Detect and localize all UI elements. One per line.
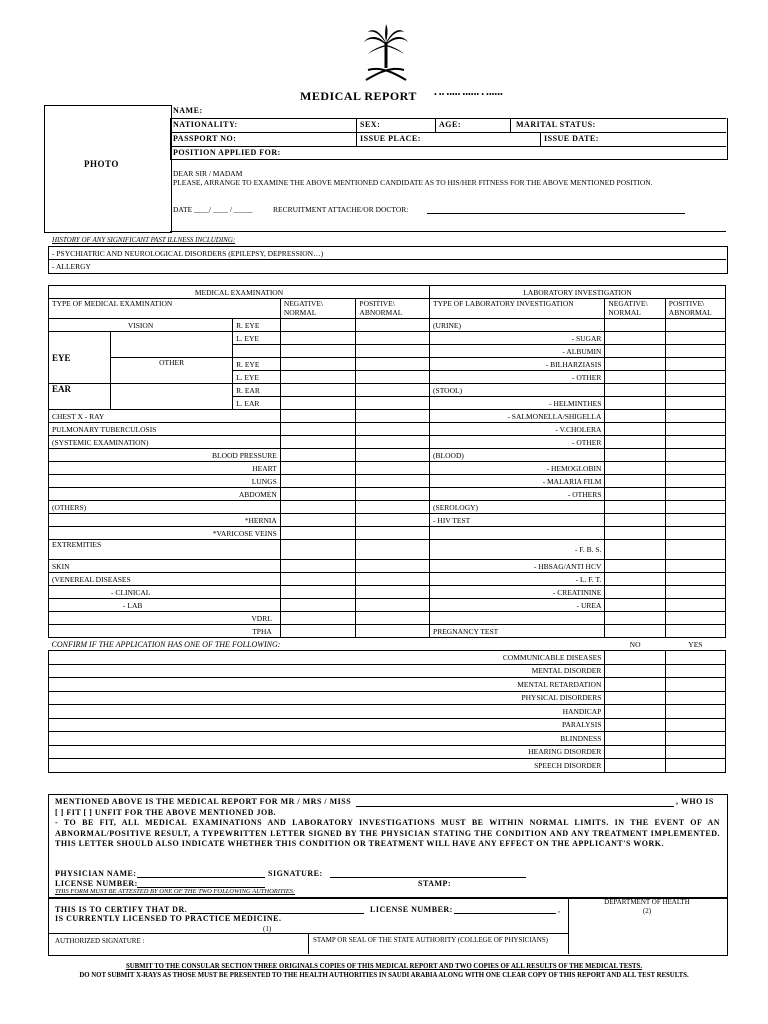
cell[interactable] <box>665 732 725 746</box>
cell[interactable] <box>356 436 430 449</box>
cell[interactable] <box>665 586 725 599</box>
cell[interactable] <box>605 573 665 586</box>
col-lab-type: TYPE OF LABORATORY INVESTIGATION <box>430 299 605 319</box>
identity-grid <box>170 105 726 161</box>
cell[interactable] <box>280 573 356 586</box>
chest-xray-label: CHEST X - RAY <box>49 410 281 423</box>
cell[interactable] <box>356 345 430 358</box>
cell[interactable] <box>605 599 665 612</box>
cell[interactable] <box>356 501 430 514</box>
letter-attache: RECRUITMENT ATTACHE/OR DOCTOR: <box>273 205 409 214</box>
cell[interactable] <box>280 599 356 612</box>
letter-body: PLEASE, ARRANGE TO EXAMINE THE ABOVE MENTIONED CANDIDATE AS TO HIS/HER FITNESS FOR THE ABOVE MENTIONED POSITION. <box>173 178 653 187</box>
physician-name-label: PHYSICIAN NAME: <box>55 869 137 878</box>
ear-label: EAR <box>49 384 111 410</box>
statement-line1: MENTIONED ABOVE IS THE MEDICAL REPORT FOR MR / MRS / MISS <box>55 797 352 806</box>
helminthes-label: - HELMINTHES <box>430 397 605 410</box>
other-l-eye: L. EYE <box>233 371 281 384</box>
cell[interactable] <box>356 449 430 462</box>
section-lab: LABORATORY INVESTIGATION <box>430 286 726 299</box>
examination-table <box>48 285 726 773</box>
cell[interactable] <box>605 514 665 527</box>
statement-conditions: - TO BE FIT, ALL MEDICAL EXAMINATIONS AND LABORATORY INVESTIGATIONS MUST BE WITHIN NORMAL LIMITS. IN THE EVENT OF AN ABNORMAL/POSITIVE RESULT, A TYPEWRITTEN LETTER SIGNED BY THE PHYSICIAN STATING THE CONDITION AND ANY TREATMENT IMPLEMENTED. THIS LETTER SHOULD ALSO INDICATE WHETHER THIS CONDITION OR TREATMENT WILL HAVE ANY EFFECT ON THE APPLICANT'S WORK. <box>55 818 720 848</box>
sugar-label: - SUGAR <box>430 332 605 345</box>
cell[interactable] <box>605 475 665 488</box>
serology-label: (SEROLOGY) <box>430 501 605 514</box>
cell[interactable] <box>605 745 665 759</box>
cell[interactable] <box>665 358 725 371</box>
cell[interactable] <box>665 540 725 560</box>
cell[interactable] <box>280 397 356 410</box>
cell[interactable] <box>356 397 430 410</box>
cell[interactable] <box>605 691 665 705</box>
photo-label: PHOTO <box>84 159 119 169</box>
urea-label: - UREA <box>430 599 605 612</box>
marital-status-field[interactable]: MARITAL STATUS: <box>516 120 596 129</box>
systemic-label: (SYSTEMIC EXAMINATION) <box>49 436 281 449</box>
history-item-1[interactable]: - PSYCHIATRIC AND NEUROLOGICAL DISORDERS (EPILEPSY, DEPRESSION…) <box>52 249 324 258</box>
physician-name-line[interactable] <box>137 877 265 878</box>
malaria-label: - MALARIA FILM <box>430 475 605 488</box>
col-lab-pos: POSITIVE\ ABNORMAL <box>665 299 725 319</box>
lungs-label: LUNGS <box>49 475 281 488</box>
sex-field[interactable]: SEX: <box>360 120 381 129</box>
cell[interactable] <box>605 678 665 692</box>
skin-label: SKIN <box>49 560 281 573</box>
cell[interactable] <box>665 410 725 423</box>
nationality-field[interactable]: NATIONALITY: <box>173 120 238 129</box>
other-r-eye: R. EYE <box>233 358 281 371</box>
creatinine-label: - CREATININE <box>430 586 605 599</box>
pregnancy-label: PREGNANCY TEST <box>430 625 605 638</box>
vision-label: VISION <box>49 319 233 332</box>
cell[interactable] <box>665 475 725 488</box>
cell[interactable] <box>280 462 356 475</box>
cell[interactable] <box>356 573 430 586</box>
confirm-item: MENTAL DISORDER <box>49 664 605 678</box>
cell[interactable] <box>356 540 430 560</box>
footer-line2: DO NOT SUBMIT X-RAYS AS THOSE MUST BE PRESENTED TO THE HEALTH AUTHORITIES IN SAUDI ARABIA ALONG WITH ONE CLEAR COPY OF THIS REPORT AND ALL TEST RESULTS. <box>79 972 689 979</box>
cell[interactable] <box>665 705 725 719</box>
cell[interactable] <box>605 718 665 732</box>
col-type: TYPE OF MEDICAL EXAMINATION <box>49 299 281 319</box>
cell[interactable] <box>280 586 356 599</box>
cell[interactable] <box>280 332 356 345</box>
confirm-item: COMMUNICABLE DISEASES <box>49 651 605 665</box>
cell[interactable] <box>605 540 665 560</box>
urine-label: (URINE) <box>430 319 605 332</box>
authorized-signature[interactable]: AUTHORIZED SIGNATURE : <box>55 937 145 945</box>
footer-line1: SUBMIT TO THE CONSULAR SECTION THREE ORIGINALS COPIES OF THIS MEDICAL REPORT AND TWO COPIES OF ALL RESULTS OF THE MEDICAL TESTS. <box>125 963 643 970</box>
cell[interactable] <box>356 560 430 573</box>
photo-box[interactable] <box>44 105 172 233</box>
cell[interactable] <box>665 625 725 638</box>
cell[interactable] <box>280 514 356 527</box>
confirm-item: SPEECH DISORDER <box>49 759 605 773</box>
eye-label: EYE <box>49 332 111 384</box>
urine-other-label: - OTHER <box>430 371 605 384</box>
others-label: (OTHERS) <box>49 501 281 514</box>
r-ear: R. EAR <box>233 384 281 397</box>
legalize-note: THIS FORM MUST BE ATTESTED BY ONE OF THE TWO FOLLOWING AUTHORITIES: <box>55 888 296 895</box>
confirm-title: CONFIRM IF THE APPLICATION HAS ONE OF THE FOLLOWING: <box>49 638 605 651</box>
cell[interactable] <box>280 423 356 436</box>
history-item-2[interactable]: - ALLERGY <box>52 262 91 271</box>
confirm-item: HANDICAP <box>49 705 605 719</box>
cell[interactable] <box>665 691 725 705</box>
cell[interactable] <box>605 384 665 397</box>
cell[interactable] <box>356 599 430 612</box>
certify-license-label: LICENSE NUMBER: <box>370 905 453 914</box>
confirm-item: HEARING DISORDER <box>49 745 605 759</box>
hiv-label: - HIV TEST <box>430 514 605 527</box>
cell[interactable] <box>280 625 356 638</box>
certify-num1: (1) <box>263 925 272 933</box>
fit-unfit-checkbox[interactable]: [ ] FIT [ ] UNFIT FOR THE ABOVE MENTIONED JOB. <box>55 808 277 817</box>
cell[interactable] <box>280 371 356 384</box>
state-stamp[interactable]: STAMP OR SEAL OF THE STATE AUTHORITY (COLLEGE OF PHYSICIANS) <box>313 936 549 944</box>
cell[interactable] <box>605 612 665 625</box>
cell[interactable] <box>605 397 665 410</box>
cell[interactable] <box>280 319 356 332</box>
issue-date-field[interactable]: ISSUE DATE: <box>544 134 599 143</box>
cell[interactable] <box>605 423 665 436</box>
venereal-label: (VENEREAL DISEASES <box>49 573 281 586</box>
title-dots: • •• ••••• •••••• • •••••• <box>434 90 503 99</box>
cell[interactable] <box>605 625 665 638</box>
confirm-item: PHYSICAL DISORDERS <box>49 691 605 705</box>
cell[interactable] <box>280 560 356 573</box>
l-ear: L. EAR <box>233 397 281 410</box>
cell[interactable] <box>605 560 665 573</box>
dept-health: DEPARTMENT OF HEALTH <box>604 898 690 906</box>
report-title: MEDICAL REPORT <box>300 89 417 103</box>
cell[interactable] <box>356 332 430 345</box>
lab-label: - LAB <box>49 599 281 612</box>
cell[interactable] <box>665 651 725 665</box>
extremities-label: EXTREMITIES <box>49 540 281 560</box>
cell[interactable] <box>605 586 665 599</box>
salmonella-label: - SALMONELLA/SHIGELLA <box>430 410 605 423</box>
cell[interactable] <box>665 345 725 358</box>
cell[interactable] <box>665 423 725 436</box>
cell[interactable] <box>280 612 356 625</box>
clinical-label: - CLINICAL <box>49 586 281 599</box>
cell[interactable] <box>665 332 725 345</box>
cell[interactable] <box>356 527 430 540</box>
name-label: NAME: <box>173 106 203 115</box>
cell[interactable] <box>280 475 356 488</box>
cell[interactable] <box>605 705 665 719</box>
cell[interactable] <box>356 488 430 501</box>
cell[interactable] <box>280 345 356 358</box>
confirm-item: PARALYSIS <box>49 718 605 732</box>
history-title: HISTORY OF ANY SIGNIFICANT PAST ILLNESS INCLUDING: <box>52 236 236 244</box>
cell[interactable] <box>665 678 725 692</box>
heart-label: HEART <box>49 462 281 475</box>
confirm-item: MENTAL RETARDATION <box>49 678 605 692</box>
stool-other-label: - OTHER <box>430 436 605 449</box>
cell[interactable] <box>665 462 725 475</box>
confirm-item: BLINDNESS <box>49 732 605 746</box>
cell[interactable] <box>356 371 430 384</box>
hernia-label: *HERNIA <box>49 514 281 527</box>
cell[interactable] <box>280 501 356 514</box>
cell[interactable] <box>665 745 725 759</box>
confirm-yes: YES <box>665 638 725 651</box>
license-label: LICENSE NUMBER: <box>55 879 138 888</box>
cell[interactable] <box>665 664 725 678</box>
cell[interactable] <box>280 488 356 501</box>
cell[interactable] <box>356 423 430 436</box>
cell[interactable] <box>280 410 356 423</box>
vision-l-eye: L. EYE <box>233 332 281 345</box>
cell[interactable] <box>605 358 665 371</box>
other-eye-label: OTHER <box>111 358 233 384</box>
stamp-label: STAMP: <box>418 879 452 888</box>
cell[interactable] <box>356 625 430 638</box>
cell[interactable] <box>356 410 430 423</box>
cell[interactable] <box>605 527 665 540</box>
cell[interactable] <box>605 664 665 678</box>
cell[interactable] <box>605 732 665 746</box>
cell[interactable] <box>356 514 430 527</box>
cell[interactable] <box>356 612 430 625</box>
cell[interactable] <box>605 488 665 501</box>
issue-place-field[interactable]: ISSUE PLACE: <box>360 134 421 143</box>
palm-swords-emblem <box>360 24 412 84</box>
cell[interactable] <box>356 319 430 332</box>
certify-line1: THIS IS TO CERTIFY THAT DR. <box>55 905 188 914</box>
cell[interactable] <box>665 371 725 384</box>
vdrl-label: VDRL <box>49 612 281 625</box>
certify-line2: IS CURRENTLY LICENSED TO PRACTICE MEDICINE. <box>55 914 282 923</box>
cell[interactable] <box>280 527 356 540</box>
hbsag-label: - HBSAG/ANTI HCV <box>430 560 605 573</box>
hemoglobin-label: - HEMOGLOBIN <box>430 462 605 475</box>
cell[interactable] <box>356 462 430 475</box>
cell[interactable] <box>280 436 356 449</box>
cell[interactable] <box>356 358 430 371</box>
cell[interactable] <box>665 501 725 514</box>
cell[interactable] <box>605 449 665 462</box>
albumin-label: - ALBUMIN <box>430 345 605 358</box>
cholera-label: - V.CHOLERA <box>430 423 605 436</box>
cell[interactable] <box>665 759 725 773</box>
cell[interactable] <box>665 573 725 586</box>
cell[interactable] <box>605 436 665 449</box>
cell[interactable] <box>605 501 665 514</box>
cell[interactable] <box>665 560 725 573</box>
cell[interactable] <box>665 397 725 410</box>
cell[interactable] <box>356 384 430 397</box>
position-field[interactable]: POSITION APPLIED FOR: <box>173 148 281 157</box>
cell[interactable] <box>605 462 665 475</box>
blood-others-label: - OTHERS <box>430 488 605 501</box>
cell[interactable] <box>605 651 665 665</box>
cell[interactable] <box>280 540 356 560</box>
cell[interactable] <box>280 384 356 397</box>
cell[interactable] <box>605 345 665 358</box>
abdomen-label: ABDOMEN <box>49 488 281 501</box>
cell[interactable] <box>665 436 725 449</box>
cell[interactable] <box>665 319 725 332</box>
varicose-label: *VARICOSE VEINS <box>49 527 281 540</box>
stool-label: (STOOL) <box>430 384 605 397</box>
cell[interactable] <box>665 449 725 462</box>
bilharziasis-label: - BILHARZIASIS <box>430 358 605 371</box>
who-is-label: , WHO IS <box>676 797 714 806</box>
certify-comma: , <box>558 905 560 914</box>
cell[interactable] <box>605 759 665 773</box>
signature-line[interactable] <box>330 877 526 878</box>
col-lab-neg: NEGATIVE\ NORMAL <box>605 299 665 319</box>
cell[interactable] <box>665 514 725 527</box>
patient-name-line[interactable] <box>356 806 674 807</box>
lft-label: - L. F. T. <box>430 573 605 586</box>
tpha-label: TPHA <box>49 625 281 638</box>
letter-salutation: DEAR SIR / MADAM <box>173 169 243 178</box>
fbs-label: - F. B. S. <box>430 540 605 560</box>
col-pos: POSITIVE\ ABNORMAL <box>356 299 430 319</box>
cell[interactable] <box>665 612 725 625</box>
section-medical: MEDICAL EXAMINATION <box>49 286 430 299</box>
blood-label: (BLOOD) <box>430 449 605 462</box>
certify-license-line[interactable] <box>454 913 556 914</box>
signature-label: SIGNATURE: <box>268 869 323 878</box>
passport-field[interactable]: PASSPORT NO: <box>173 134 237 143</box>
cell[interactable] <box>665 384 725 397</box>
cell[interactable] <box>605 371 665 384</box>
dept-num2: (2) <box>642 907 652 915</box>
confirm-no: NO <box>605 638 665 651</box>
cell[interactable] <box>605 332 665 345</box>
cell[interactable] <box>280 449 356 462</box>
cell[interactable] <box>665 527 725 540</box>
col-neg: NEGATIVE\ NORMAL <box>280 299 356 319</box>
letter-date[interactable]: DATE ____/ ____ / _____ <box>173 205 253 214</box>
cell[interactable] <box>356 475 430 488</box>
cell[interactable] <box>605 319 665 332</box>
vision-r-eye: R. EYE <box>233 319 281 332</box>
cell[interactable] <box>605 410 665 423</box>
cell[interactable] <box>665 599 725 612</box>
cell[interactable] <box>665 488 725 501</box>
cell[interactable] <box>356 586 430 599</box>
tb-label: PULMONARY TUBERCULOSIS <box>49 423 281 436</box>
cell[interactable] <box>665 718 725 732</box>
cell[interactable] <box>280 358 356 371</box>
age-field[interactable]: AGE: <box>439 120 461 129</box>
bp-label: BLOOD PRESSURE <box>49 449 281 462</box>
